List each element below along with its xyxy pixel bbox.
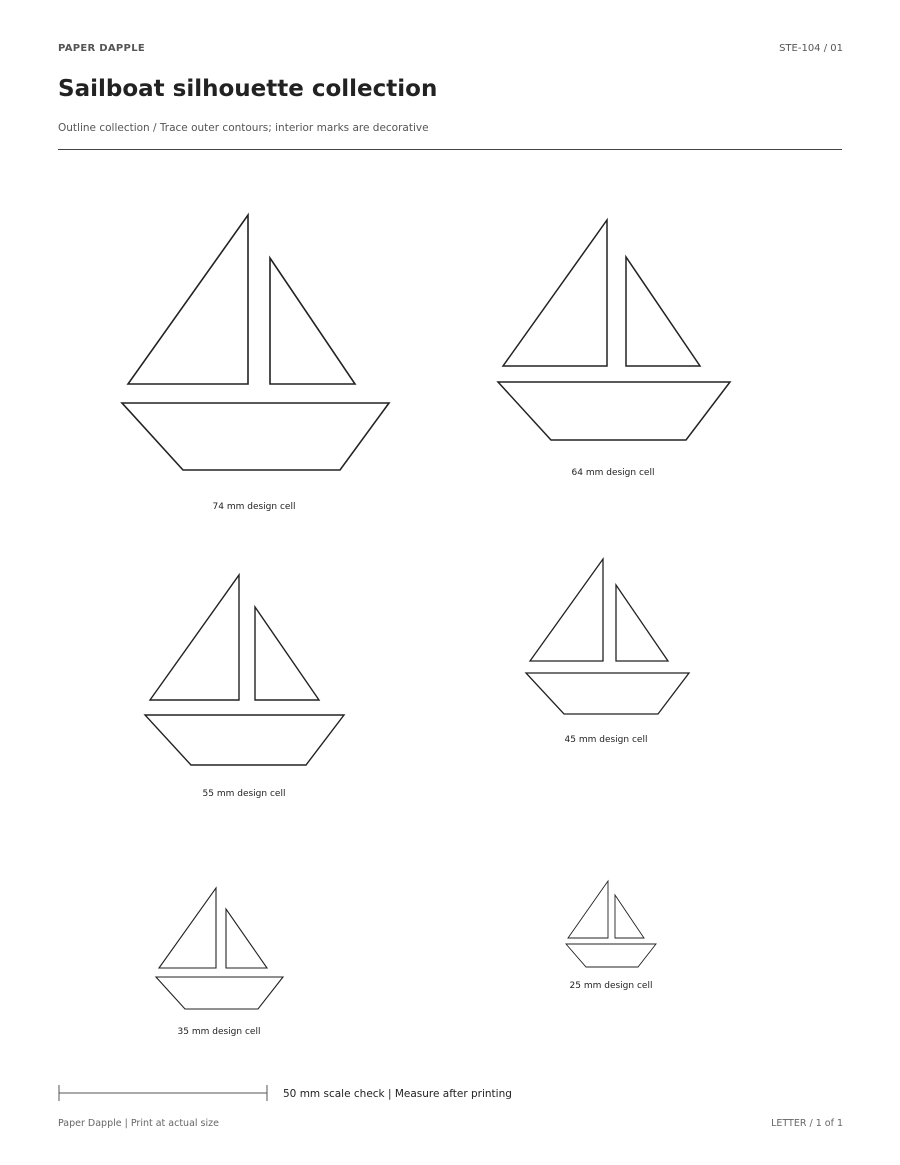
sailboat-45mm bbox=[526, 559, 689, 714]
hull bbox=[122, 403, 389, 470]
hull bbox=[526, 673, 689, 714]
design-cell-label: 55 mm design cell bbox=[202, 789, 286, 799]
hull bbox=[156, 977, 283, 1009]
main-sail bbox=[128, 215, 248, 384]
footer-note: Paper Dapple | Print at actual size bbox=[58, 1118, 219, 1129]
design-cell-label: 64 mm design cell bbox=[571, 468, 655, 478]
main-sail bbox=[530, 559, 603, 661]
page-title: Sailboat silhouette collection bbox=[58, 76, 438, 102]
jib-sail bbox=[615, 895, 644, 938]
hull bbox=[498, 382, 730, 440]
hull bbox=[145, 715, 344, 765]
sailboat-74mm bbox=[122, 215, 389, 470]
jib-sail bbox=[226, 909, 267, 968]
main-sail bbox=[159, 888, 216, 968]
sailboat-35mm bbox=[156, 888, 283, 1009]
main-sail bbox=[503, 220, 607, 366]
jib-sail bbox=[616, 585, 668, 661]
scale-bar-caption: 50 mm scale check | Measure after printing bbox=[283, 1088, 512, 1100]
page-subtitle: Outline collection / Trace outer contours; interior marks are decorative bbox=[58, 122, 429, 134]
main-sail bbox=[150, 575, 239, 700]
hull bbox=[566, 944, 656, 967]
design-cell-label: 25 mm design cell bbox=[569, 981, 653, 991]
design-cell-label: 35 mm design cell bbox=[177, 1027, 261, 1037]
design-cell-label: 45 mm design cell bbox=[564, 735, 648, 745]
sheet-code: STE-104 / 01 bbox=[779, 43, 843, 54]
jib-sail bbox=[255, 607, 319, 700]
sailboat-55mm bbox=[145, 575, 344, 765]
scale-bar bbox=[59, 1085, 267, 1101]
design-cell-label: 74 mm design cell bbox=[212, 502, 296, 512]
page-indicator: LETTER / 1 of 1 bbox=[771, 1118, 843, 1129]
jib-sail bbox=[626, 257, 700, 366]
sailboat-64mm bbox=[498, 220, 730, 440]
main-sail bbox=[568, 881, 608, 938]
brand-name: PAPER DAPPLE bbox=[58, 43, 145, 54]
sailboat-25mm bbox=[566, 881, 656, 967]
jib-sail bbox=[270, 258, 355, 384]
